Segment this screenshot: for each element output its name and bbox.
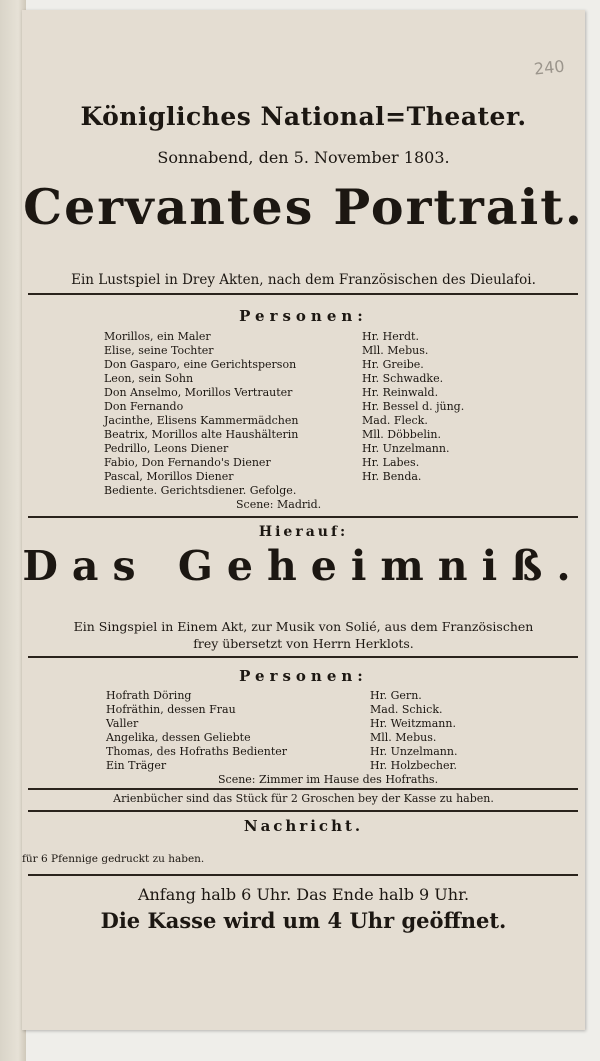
notice-line2: für 6 Pfennige gedruckt zu haben.	[22, 853, 205, 865]
cast-row	[22, 759, 585, 773]
cast-row	[22, 731, 585, 745]
cast-actor: Hr. Bessel d. jüng.	[362, 400, 465, 413]
cast-role: Hofrath Döring	[106, 689, 192, 702]
cast-actor: Hr. Benda.	[362, 470, 422, 483]
cast-actor: Hr. Gern.	[370, 689, 422, 702]
cast-role: Thomas, des Hofraths Bedienter	[106, 745, 288, 758]
cast-row	[22, 330, 585, 344]
cast-role: Leon, sein Sohn	[104, 372, 194, 385]
cast-row	[22, 372, 585, 386]
cast-row	[22, 428, 585, 442]
cast-extras: Bediente. Gerichtsdiener. Gefolge.	[104, 484, 297, 497]
cast-row	[22, 689, 585, 703]
divider	[28, 516, 578, 518]
cast-row	[22, 414, 585, 428]
cast-actor: Mll. Döbbelin.	[362, 428, 441, 441]
divider	[28, 810, 578, 812]
theatre-name: Königliches National=Theater.	[80, 102, 527, 131]
cast-row	[22, 703, 585, 717]
play1-scene: Scene: Madrid.	[236, 498, 322, 511]
libretto-note: Arienbücher sind das Stück für 2 Groschen bey der Kasse zu haben.	[113, 792, 494, 805]
hierauf-heading: Hierauf:	[258, 524, 349, 540]
cast-actor: Hr. Unzelmann.	[370, 745, 458, 758]
divider	[28, 874, 578, 876]
divider	[28, 788, 578, 790]
cast-extras-row	[22, 484, 585, 498]
cast-role: Beatrix, Morillos alte Haushälterin	[104, 428, 299, 441]
cast-row	[22, 745, 585, 759]
cast-actor: Hr. Herdt.	[362, 330, 419, 343]
cast-actor: Hr. Greibe.	[362, 358, 424, 371]
cast-role: Pedrillo, Leons Diener	[104, 442, 229, 455]
performance-date: Sonnabend, den 5. November 1803.	[157, 148, 450, 167]
cast-role: Fabio, Don Fernando's Diener	[104, 456, 271, 469]
cast-role: Don Anselmo, Morillos Vertrauter	[104, 386, 293, 399]
cast-row	[22, 717, 585, 731]
cast-actor: Mll. Mebus.	[362, 344, 429, 357]
cast-role: Morillos, ein Maler	[104, 330, 211, 343]
play2-subtitle-line1: Ein Singspiel in Einem Akt, zur Musik von Solié, aus dem Französischen	[73, 619, 534, 634]
divider	[28, 656, 578, 658]
cast-actor: Hr. Weitzmann.	[370, 717, 456, 730]
notice-heading: Nachricht.	[243, 817, 364, 835]
folio-number: 240	[533, 56, 566, 79]
cast-role: Pascal, Morillos Diener	[104, 470, 234, 483]
cast-row	[22, 386, 585, 400]
cast-role: Jacinthe, Elisens Kammermädchen	[104, 414, 299, 427]
play2-personen-heading: Personen:	[239, 667, 368, 685]
play2-scene: Scene: Zimmer im Hause des Hofraths.	[218, 773, 439, 786]
divider	[28, 293, 578, 295]
cast-role: Don Fernando	[104, 400, 184, 413]
cast-actor: Hr. Reinwald.	[362, 386, 439, 399]
cast-row	[22, 442, 585, 456]
play1-subtitle: Ein Lustspiel in Drey Akten, nach dem Französischen des Dieulafoi.	[71, 272, 536, 288]
play2-title: Das Geheimniß.	[22, 542, 585, 590]
cast-row	[22, 344, 585, 358]
performance-times: Anfang halb 6 Uhr. Das Ende halb 9 Uhr.	[137, 885, 470, 904]
cast-row	[22, 400, 585, 414]
cast-role: Hofräthin, dessen Frau	[106, 703, 236, 716]
cast-actor: Hr. Unzelmann.	[362, 442, 450, 455]
playbill-sheet	[22, 10, 585, 1030]
cast-role: Ein Träger	[106, 759, 167, 772]
cast-actor: Hr. Labes.	[362, 456, 420, 469]
play1-personen-heading: Personen:	[239, 307, 368, 325]
play2-subtitle-line2: frey übersetzt von Herrn Herklots.	[193, 636, 414, 651]
cast-role: Angelika, dessen Geliebte	[106, 731, 251, 744]
cast-actor: Mll. Mebus.	[370, 731, 437, 744]
play1-title: Cervantes Portrait.	[23, 178, 584, 236]
cast-row	[22, 456, 585, 470]
box-office-note: Die Kasse wird um 4 Uhr geöffnet.	[100, 908, 507, 933]
cast-actor: Mad. Schick.	[370, 703, 443, 716]
cast-actor: Mad. Fleck.	[362, 414, 428, 427]
cast-actor: Hr. Holzbecher.	[370, 759, 458, 772]
cast-role: Elise, seine Tochter	[104, 344, 214, 357]
cast-role: Don Gasparo, eine Gerichtsperson	[104, 358, 297, 371]
cast-row	[22, 358, 585, 372]
cast-row	[22, 470, 585, 484]
cast-role: Valler	[106, 717, 139, 730]
cast-actor: Hr. Schwadke.	[362, 372, 444, 385]
